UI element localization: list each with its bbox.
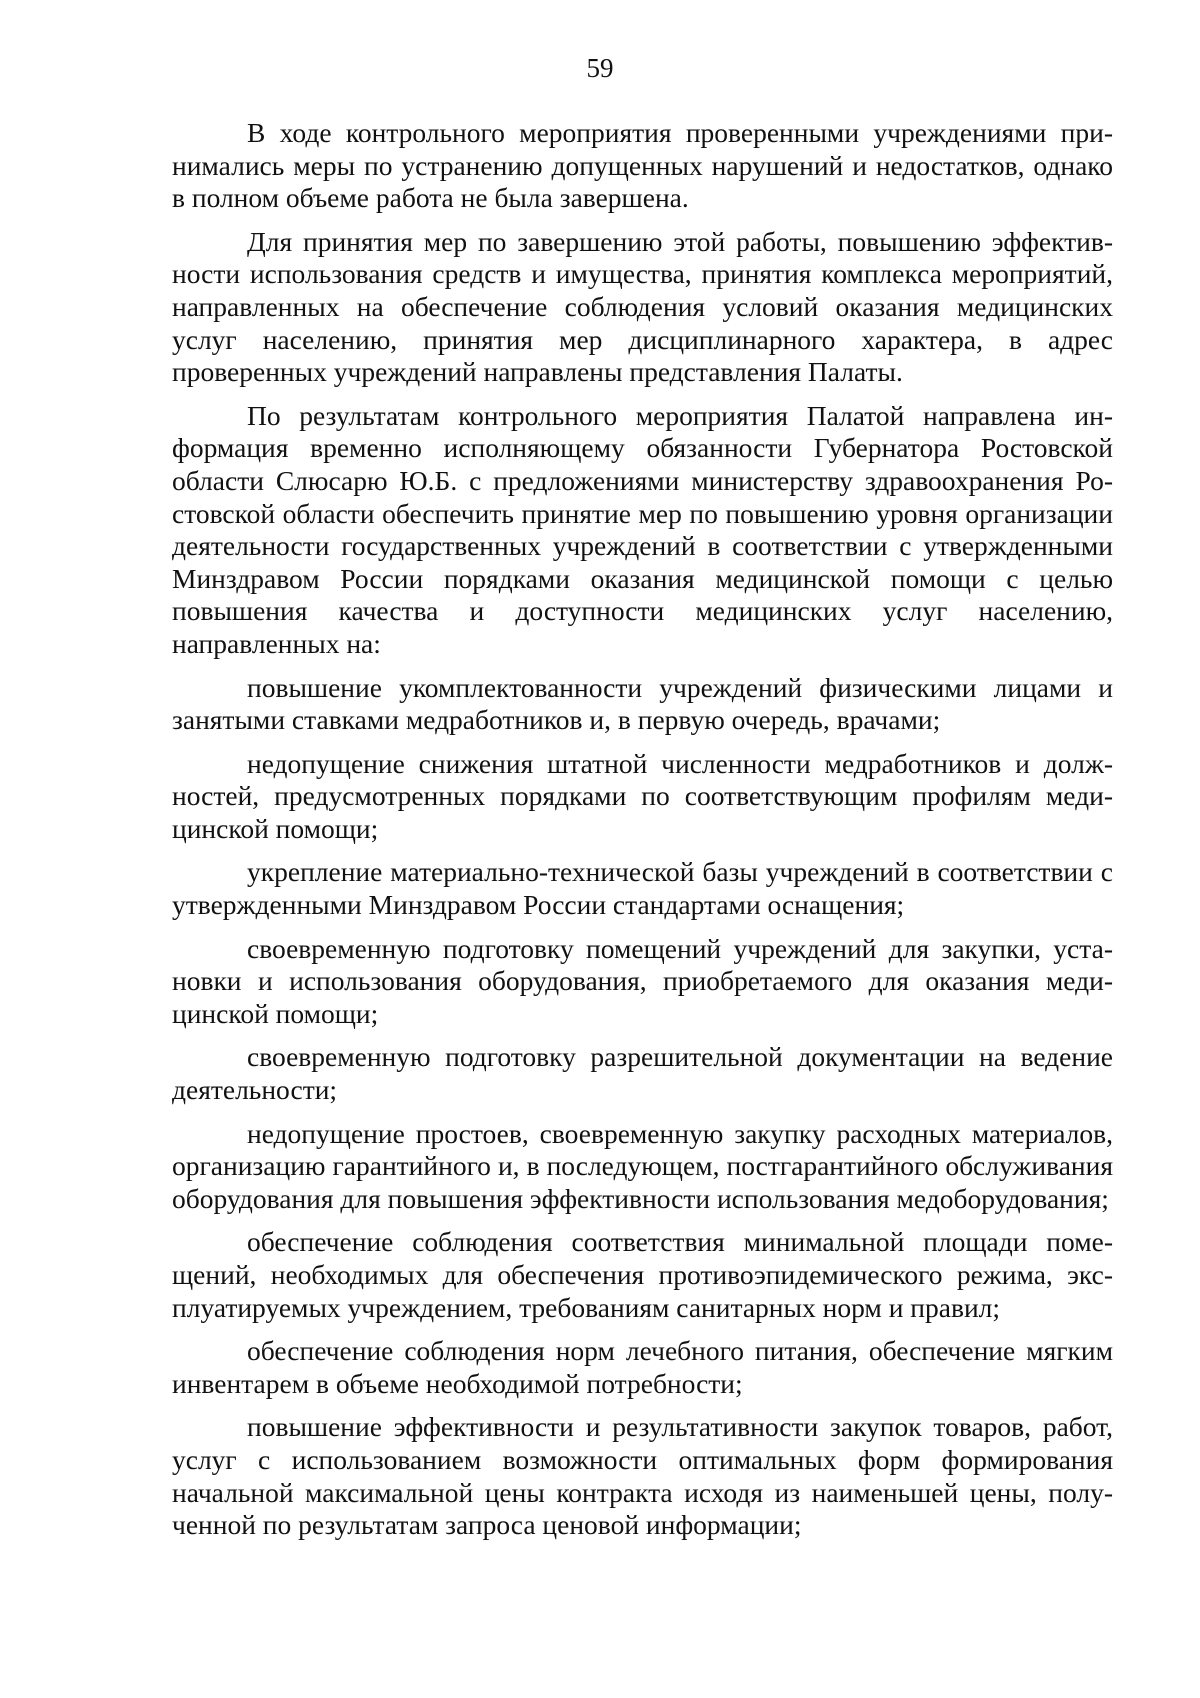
list-item: повышение укомплектованности учреждений физическими лицами и занятыми ставками медработников и, в первую очередь, врачами; xyxy=(172,671,1113,736)
document-body xyxy=(172,117,1113,1553)
list-item: своевременную подготовку разрешительной документации на ведение деятельности; xyxy=(172,1041,1113,1106)
list-item: своевременную подготовку помещений учреждений для закупки, установки и использования оборудования, приобретаемого для оказания медицинской помощи; xyxy=(172,932,1113,1029)
list-item: укрепление материально-технической базы учреждений в соответствии с утвержденными Минздравом России стандартами оснащения; xyxy=(172,856,1113,921)
page-number: 59 xyxy=(586,53,614,83)
list-item: повышение эффективности и результативности закупок товаров, работ, услуг с использованием возможности оптимальных форм формирования начальной максимальной цены контракта исходя из наименьшей цены, полученной по результатам запроса ценовой информации; xyxy=(172,1411,1113,1541)
list-item: обеспечение соблюдения соответствия минимальной площади помещений, необходимых для обеспечения противоэпидемического режима, эксплуатируемых учреждением, требованиям санитарных норм и правил; xyxy=(172,1226,1113,1323)
list-item: недопущение снижения штатной численности медработников и должностей, предусмотренных порядками по соответствующим профилям медицинской помощи; xyxy=(172,747,1113,844)
list-item: недопущение простоев, своевременную закупку расходных материалов, организацию гарантийного и, в последующем, постгарантийного обслуживания оборудования для повышения эффективности использования медоборудования; xyxy=(172,1117,1113,1214)
list-item: обеспечение соблюдения норм лечебного питания, обеспечение мягким инвентарем в объеме необходимой потребности; xyxy=(172,1335,1113,1399)
paragraph: Для принятия мер по завершению этой работы, повышению эффективности использования средств и имущества, принятия комплекса мероприятий, направленных на обеспечение соблюдения условий оказания медицинских услуг населению, принятия мер дисциплинарного характера, в адрес проверенных учреждений направлены представления Палаты. xyxy=(172,225,1113,388)
paragraph: По результатам контрольного мероприятия Палатой направлена информация временно исполняющему обязанности Губернатора Ростовской области Слюсарю Ю.Б. с предложениями министерству здравоохранения Ростовской области обеспечить принятие мер по повышению уровня организации деятельности государственных учреждений в соответствии с утвержденными Минздравом России порядками оказания медицинской помощи с целью повышения качества и доступности медицинских услуг населению, направленных на: xyxy=(172,399,1113,659)
paragraph: В ходе контрольного мероприятия проверенными учреждениями принимались меры по устранению допущенных нарушений и недостатков, однако в полном объеме работа не была завершена. xyxy=(172,117,1113,214)
